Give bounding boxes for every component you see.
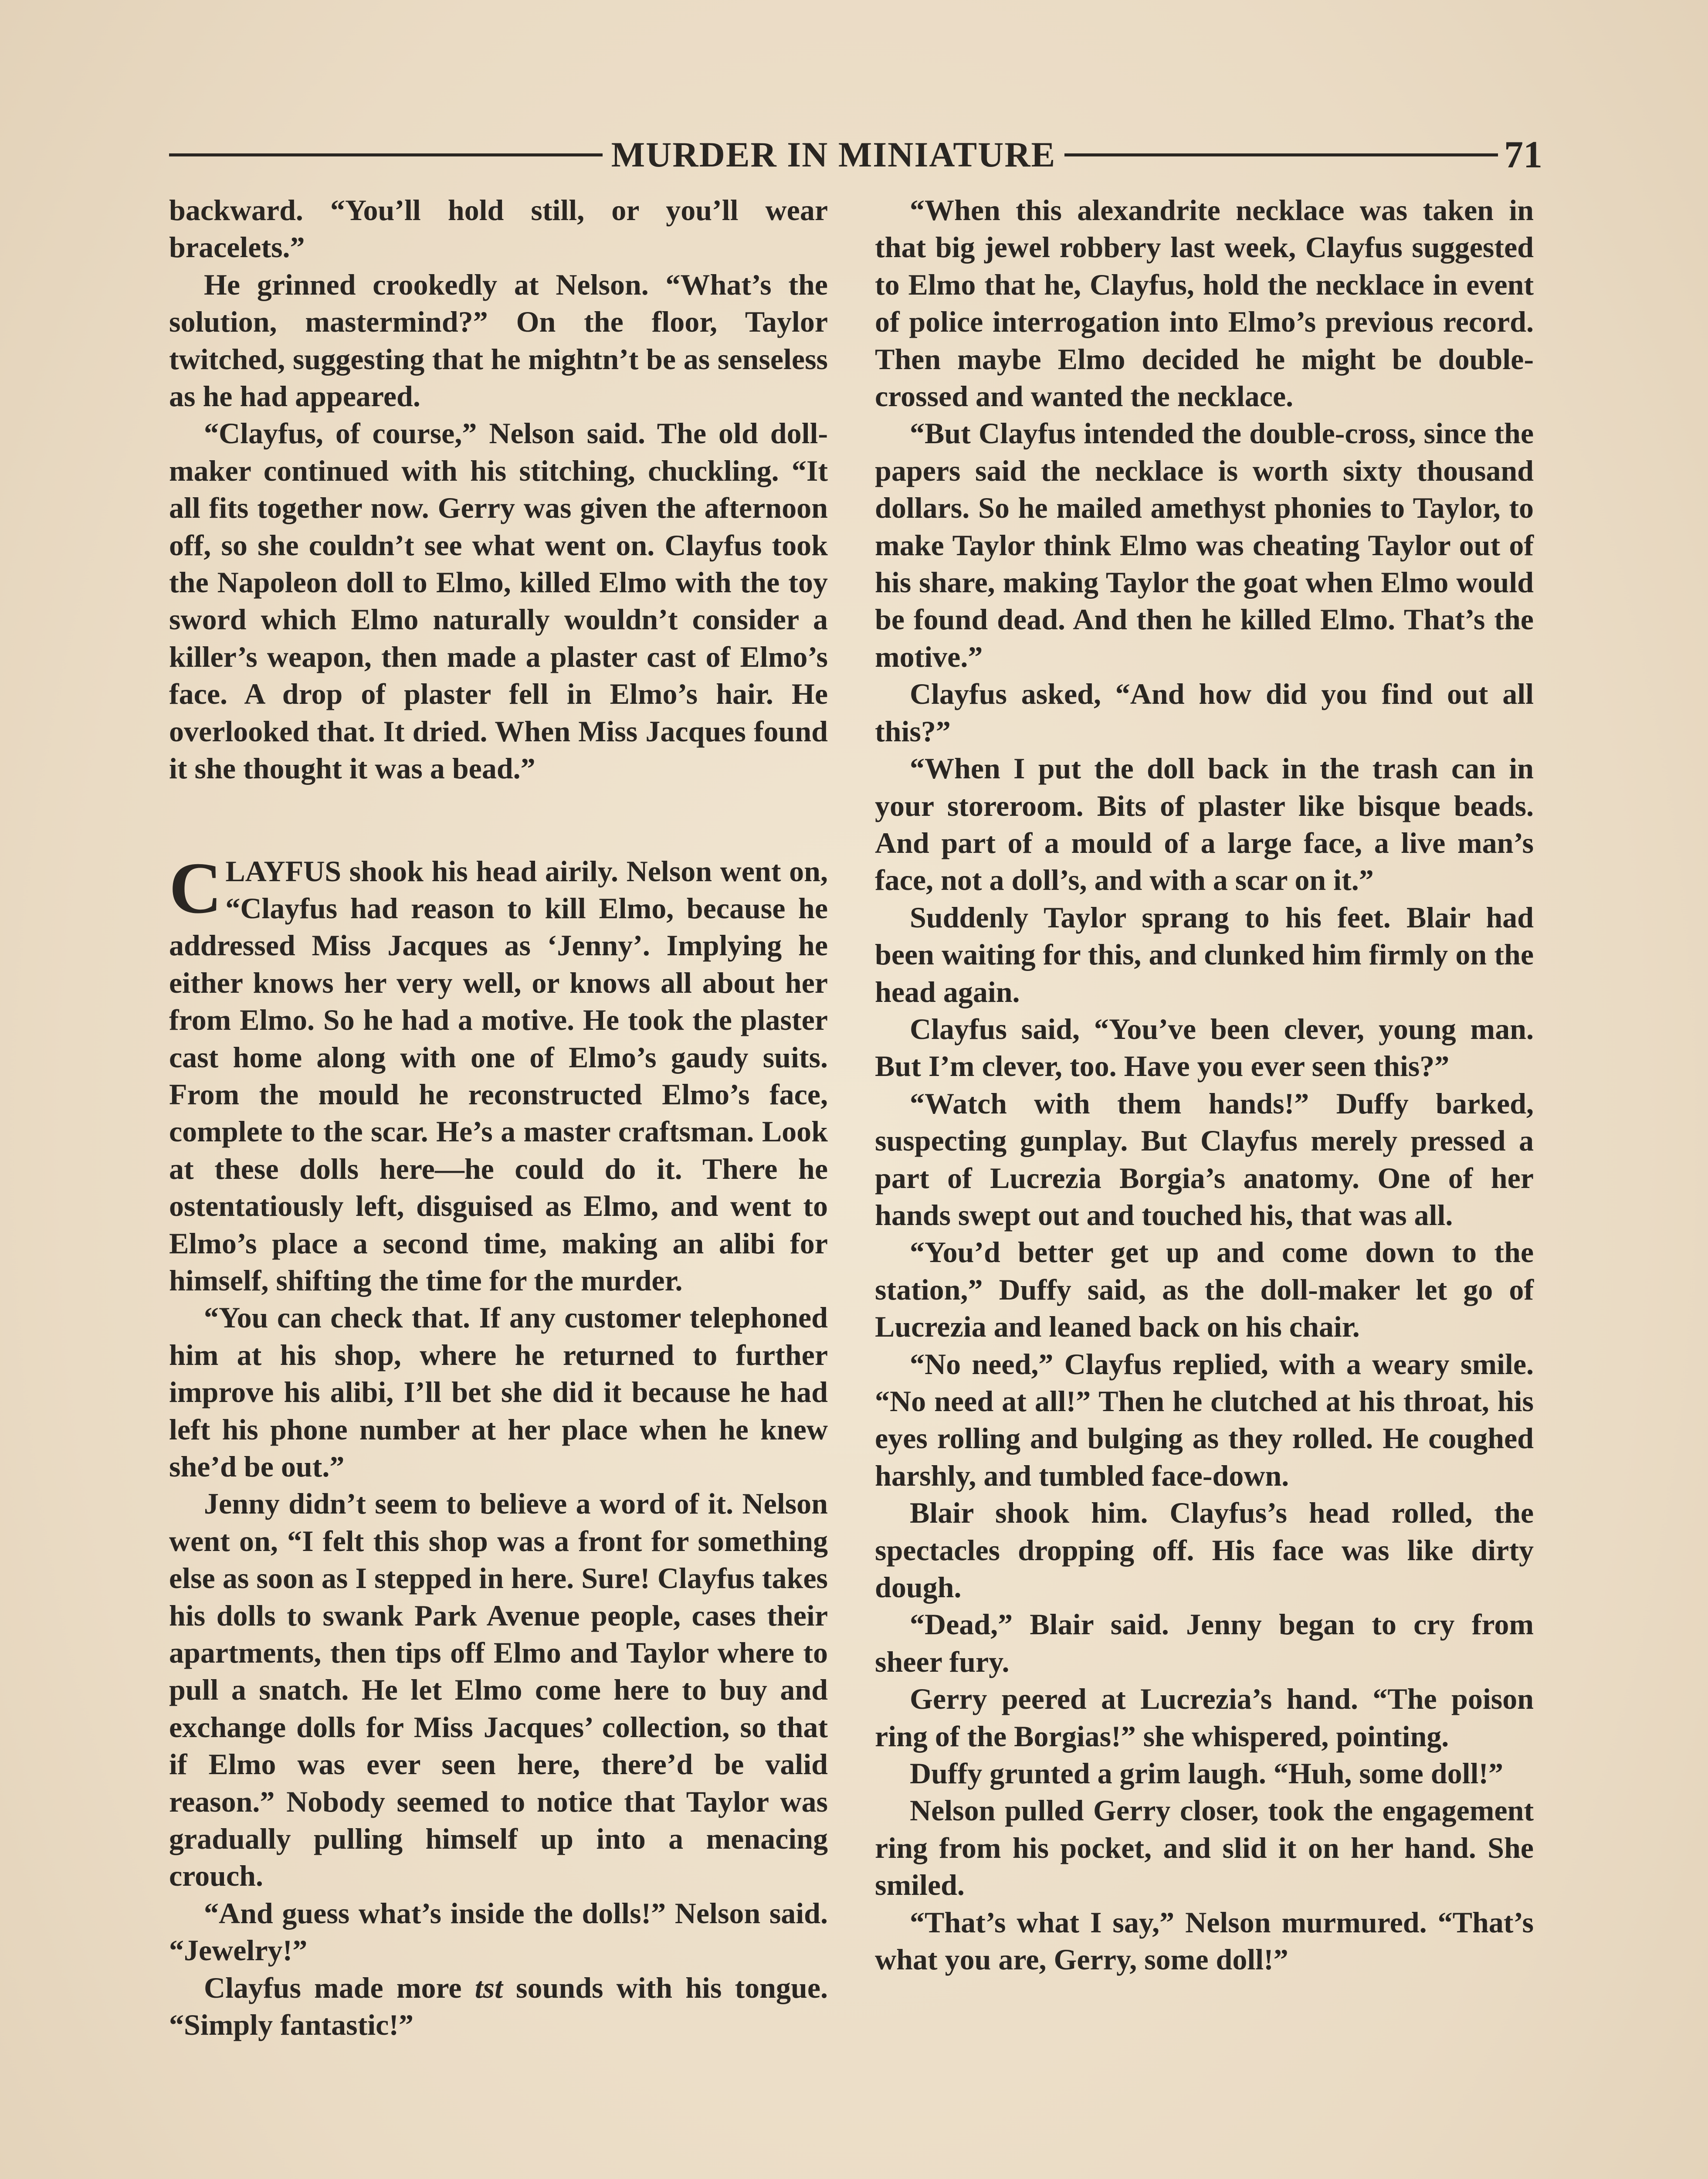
paragraph: “That’s what I say,” Nelson murmured. “That’s what you are, Gerry, some doll!” bbox=[875, 1905, 1534, 1976]
right-column bbox=[875, 192, 1534, 1979]
paragraph: “When I put the doll back in the trash can in your storeroom. Bits of plaster like bisque beads. And part of a mould of a large face, a live man’s face, not a doll’s, and with a scar on it.” bbox=[875, 752, 1534, 897]
paragraph: backward. “You’ll hold still, or you’ll wear bracelets.” bbox=[169, 193, 828, 264]
paragraph-text-start: Clayfus made more bbox=[204, 1971, 475, 2004]
paragraph: “No need,” Clayfus replied, with a weary smile. “No need at all!” Then he clutched at his throat, his eyes rolling and bulging as they rolled. He coughed harshly, and tumbled face-down. bbox=[875, 1347, 1534, 1492]
page-number: 71 bbox=[1504, 133, 1543, 176]
paragraph: “You can check that. If any customer telephoned him at his shop, where he returned to further improve his alibi, I’ll bet she did it because he had left his phone number at her place when he knew she’d be out.” bbox=[169, 1301, 828, 1483]
paragraph-text-end: sounds with his tongue. “Simply fantastic!” bbox=[169, 1971, 828, 2042]
paragraph: Jenny didn’t seem to believe a word of it. Nelson went on, “I felt this shop was a front for something else as soon as I stepped in here. Sure! Clayfus takes his dolls to swank Park Avenue people, cases their apartments, then tips off Elmo and Taylor where to pull a snatch. He let Elmo come here to buy and exchange dolls for Miss Jacques’ collection, so that if Elmo was ever seen here, there’d be valid reason.” Nobody seemed to notice that Taylor was gradually pulling himself up into a menacing crouch. bbox=[169, 1487, 828, 1893]
header-rule-right bbox=[1064, 153, 1498, 156]
paragraph: Clayfus asked, “And how did you find out all this?” bbox=[875, 677, 1534, 748]
paragraph: “But Clayfus intended the double-cross, since the papers said the necklace is worth sixty thousand dollars. So he mailed amethyst phonies to Taylor, to make Taylor think Elmo was cheating Taylor out of his share, making Taylor the goat when Elmo would be found dead. And then he killed Elmo. That’s the motive.” bbox=[875, 417, 1534, 673]
paragraph: Clayfus said, “You’ve been clever, young man. But I’m clever, too. Have you ever seen this?” bbox=[875, 1012, 1534, 1083]
header-rule-left bbox=[169, 153, 603, 156]
drop-cap-letter: C bbox=[169, 847, 222, 929]
paragraph: “Clayfus, of course,” Nelson said. The old doll-maker continued with his stitching, chuckling. “It all fits together now. Gerry was given the afternoon off, so she couldn’t see what went on. Clayfus took the Napoleon doll to Elmo, killed Elmo with the toy sword which Elmo naturally wouldn’t consider a killer’s weapon, then made a plaster cast of Elmo’s face. A drop of plaster fell in Elmo’s hair. He overlooked that. It dried. When Miss Jacques found it she thought it was a bead.” bbox=[169, 417, 828, 785]
dropcap-paragraph-text: LAYFUS shook his head airily. Nelson went on, “Clayfus had reason to kill Elmo, because he addressed Miss Jacques as ‘Jenny’. Implying he either knows her very well, or knows all about her from Elmo. So he had a motive. He took the plaster cast home along with one of Elmo’s gaudy suits. From the mould he reconstructed Elmo’s face, complete to the scar. He’s a master craftsman. Look at these dolls here—he could do it. There he ostentatiously left, disguised as Elmo, and went to Elmo’s place a second time, making an alibi for himself, shifting the time for the murder. bbox=[169, 854, 828, 1297]
paragraph: “Dead,” Blair said. Jenny began to cry from sheer fury. bbox=[875, 1608, 1534, 1678]
running-header bbox=[169, 131, 1542, 179]
paragraph bbox=[169, 1969, 828, 2044]
header-title: MURDER IN MINIATURE bbox=[611, 135, 1056, 174]
paragraph: “And guess what’s inside the dolls!” Nelson said. “Jewelry!” bbox=[169, 1896, 828, 1967]
dropcap-paragraph bbox=[169, 847, 828, 1300]
paragraph: “You’d better get up and come down to the station,” Duffy said, as the doll-maker let go of Lucrezia and leaned back on his chair. bbox=[875, 1235, 1534, 1344]
left-column bbox=[169, 192, 828, 2044]
paragraph: “When this alexandrite necklace was taken in that big jewel robbery last week, Clayfus suggested to Elmo that he, Clayfus, hold the necklace in event of police interrogation into Elmo’s previous record. Then maybe Elmo decided he might be double-crossed and wanted the necklace. bbox=[875, 193, 1534, 413]
paragraph: Nelson pulled Gerry closer, took the engagement ring from his pocket, and slid it on her hand. She smiled. bbox=[875, 1794, 1534, 1902]
paragraph: Duffy grunted a grim laugh. “Huh, some doll!” bbox=[910, 1757, 1503, 1790]
paragraph: Blair shook him. Clayfus’s head rolled, the spectacles dropping off. His face was like dirty dough. bbox=[875, 1496, 1534, 1604]
paragraph: He grinned crookedly at Nelson. “What’s the solution, mastermind?” On the floor, Taylor twitched, suggesting that he mightn’t be as senseless as he had appeared. bbox=[169, 268, 828, 413]
paragraph: “Watch with them hands!” Duffy barked, suspecting gunplay. But Clayfus merely pressed a part of Lucrezia Borgia’s anatomy. One of her hands swept out and touched his, that was all. bbox=[875, 1086, 1534, 1232]
paragraph: Gerry peered at Lucrezia’s hand. “The poison ring of the Borgias!” she whispered, pointing. bbox=[875, 1682, 1534, 1753]
italic-word: tst bbox=[474, 1971, 503, 2004]
paragraph: Suddenly Taylor sprang to his feet. Blair had been waiting for this, and clunked him firmly on the head again. bbox=[875, 900, 1534, 1008]
